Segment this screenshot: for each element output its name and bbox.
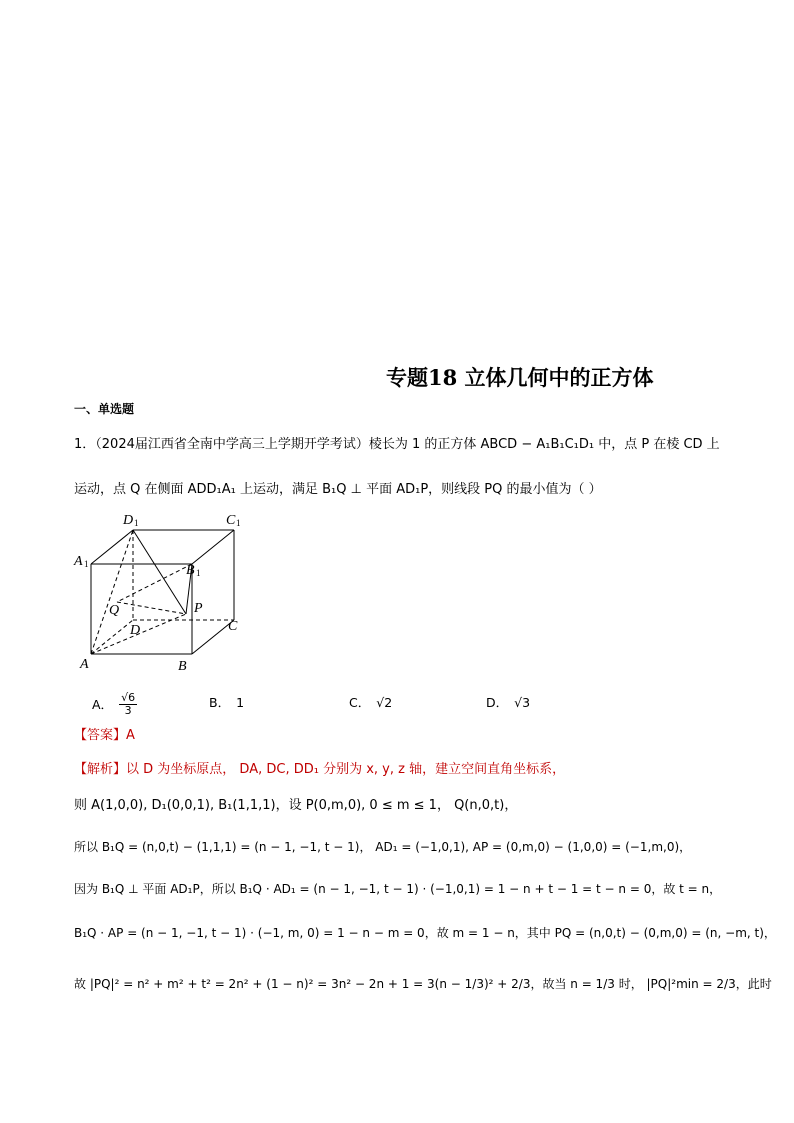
option-c-letter: C． (349, 695, 371, 710)
option-a-fraction (119, 692, 137, 716)
page-title: 专题18 立体几何中的正方体 (386, 365, 654, 390)
label-a: A (80, 657, 89, 672)
analysis-line-4: 因为 B₁Q ⊥ 平面 AD₁P，所以 B₁Q · AD₁ = (n − 1, −1, t − 1) · (−1,0,1) = 1 − n + t − 1 = t − n = 0，故 t = n， (74, 882, 722, 896)
label-q: Q (109, 603, 120, 618)
option-c (349, 693, 392, 711)
label-a1-sub: 1 (84, 559, 89, 569)
option-d-value: √3 (514, 694, 531, 710)
label-d1-sub: 1 (134, 518, 139, 528)
label-c1-sub: 1 (236, 518, 241, 528)
analysis-line-3: 所以 B₁Q = (n,0,t) − (1,1,1) = (n − 1, −1, t − 1)， AD₁ = (−1,0,1), AP = (0,m,0) − (1,0,0) = (−1,m,0)， (74, 840, 692, 854)
option-a (92, 692, 137, 716)
label-a1: A (74, 554, 83, 569)
label-p: P (194, 601, 203, 616)
option-b (209, 693, 244, 711)
analysis-line-6: 故 |PQ|² = n² + m² + t² = 2n² + (1 − n)² = 3n² − 2n + 1 = 3(n − 1/3)² + 2/3，故当 n = 1/3 时， |PQ|²min = 2/3，此时 (74, 977, 772, 991)
question-line-2: 运动，点 Q 在侧面 ADD₁A₁ 上运动，满足 B₁Q ⊥ 平面 AD₁P，则线段 PQ 的最小值为（ ） (74, 482, 602, 497)
analysis-line-5: B₁Q · AP = (n − 1, −1, t − 1) · (−1, m, 0) = 1 − n − m = 0，故 m = 1 − n，其中 PQ = (n,0,t) − (0,m,0) = (n, −m, t)， (74, 926, 776, 940)
label-c: C (228, 619, 238, 634)
option-b-value: 1 (236, 694, 245, 710)
analysis-text-1: 以 D 为坐标原点， DA, DC, DD₁ 分别为 x, y, z 轴，建立空间直角坐标系， (126, 762, 566, 777)
option-c-value: √2 (376, 694, 393, 710)
answer-line: 【答案】A (74, 728, 135, 743)
label-c1: C (226, 513, 236, 528)
option-a-denominator: 3 (124, 703, 132, 717)
label-d1: D (123, 513, 134, 528)
option-b-letter: B． (209, 695, 231, 710)
option-a-numerator: √6 (121, 691, 136, 704)
option-a-letter: A． (92, 697, 114, 713)
option-d-letter: D． (486, 695, 509, 710)
question-line-1: 1．（2024届江西省全南中学高三上学期开学考试）棱长为 1 的正方体 ABCD − A₁B₁C₁D₁ 中，点 P 在棱 CD 上 (74, 437, 720, 452)
analysis-line-2: 则 A(1,0,0), D₁(0,0,1), B₁(1,1,1)，设 P(0,m,0), 0 ≤ m ≤ 1， Q(n,0,t)， (74, 798, 518, 813)
label-b1: B (186, 563, 195, 578)
label-b: B (178, 659, 187, 674)
cube-figure (72, 510, 252, 680)
label-d: D (130, 623, 141, 638)
section-heading: 一、单选题 (74, 402, 135, 416)
analysis-line-1 (74, 762, 565, 778)
label-b1-sub: 1 (196, 568, 201, 578)
option-d (486, 693, 530, 711)
analysis-label: 【解析】 (74, 762, 127, 777)
